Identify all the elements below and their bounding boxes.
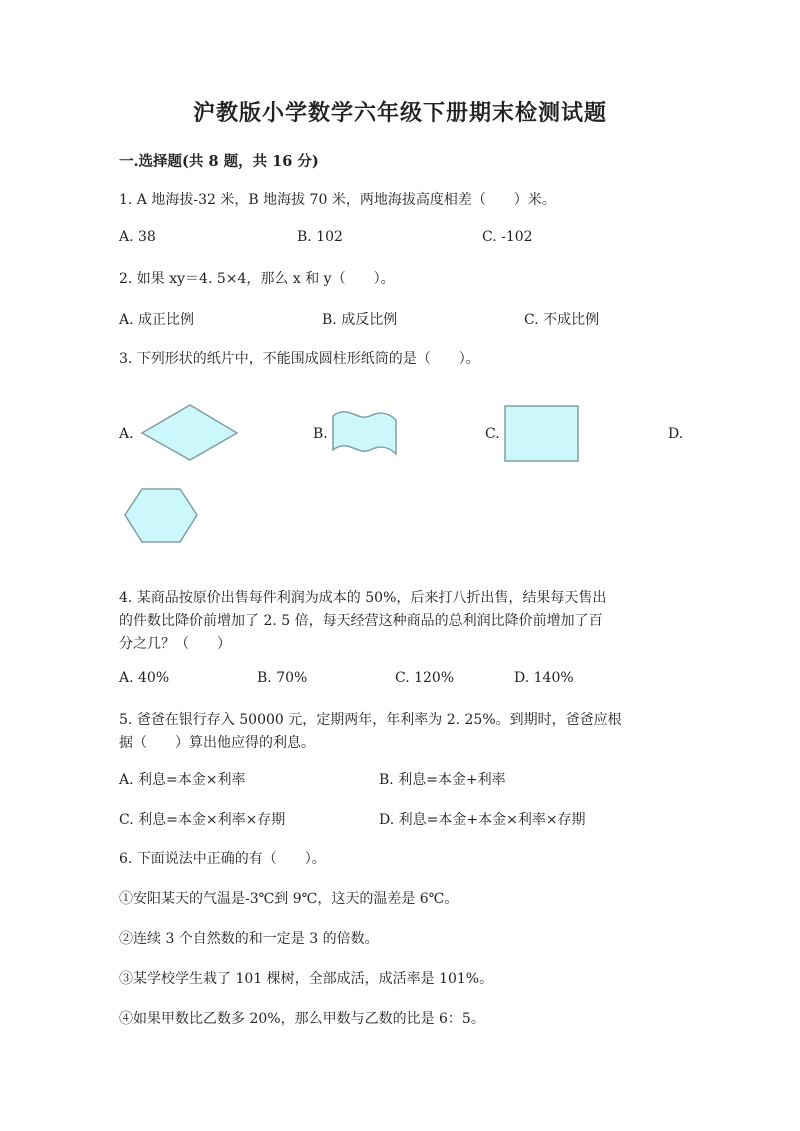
q1-option-b: B. 102 bbox=[297, 229, 343, 245]
wavy-flag-shape bbox=[330, 408, 400, 458]
question-4-line-2: 的件数比降价前增加了 2. 5 倍，每天经营这种商品的总利润比降价前增加了百 bbox=[119, 613, 603, 629]
q1-option-c: C. -102 bbox=[482, 229, 533, 245]
q5-option-b: B. 利息=本金+利率 bbox=[379, 772, 506, 788]
question-3: 3. 下列形状的纸片中，不能围成圆柱形纸筒的是（ ）。 bbox=[119, 351, 480, 367]
rhombus-shape bbox=[138, 402, 242, 464]
question-5-line-1: 5. 爸爸在银行存入 50000 元，定期两年，年利率为 2. 25%。到期时，爸爸应根 bbox=[119, 712, 622, 728]
question-4-line-3: 分之几？（ ） bbox=[119, 636, 231, 652]
q4-option-b: B. 70% bbox=[257, 670, 308, 686]
question-5-line-2: 据（ ）算出他应得的利息。 bbox=[119, 735, 315, 751]
question-1: 1. A 地海拔-32 米，B 地海拔 70 米，两地海拔高度相差（ ）米。 bbox=[119, 192, 556, 208]
question-6: 6. 下面说法中正确的有（ ）。 bbox=[119, 851, 326, 867]
question-4-line-1: 4. 某商品按原价出售每件利润为成本的 50%，后来打八折出售，结果每天售出 bbox=[119, 590, 607, 606]
q6-statement-2: ②连续 3 个自然数的和一定是 3 的倍数。 bbox=[119, 931, 379, 947]
q6-statement-3: ③某学校学生栽了 101 棵树，全部成活，成活率是 101%。 bbox=[119, 971, 494, 987]
q6-statement-1: ①安阳某天的气温是-3℃到 9℃，这天的温差是 6℃。 bbox=[119, 891, 459, 907]
q3-option-a: A. bbox=[119, 426, 134, 442]
q5-option-c: C. 利息=本金×利率×存期 bbox=[119, 812, 286, 828]
q3-option-d: D. bbox=[668, 426, 684, 442]
q2-option-b: B. 成反比例 bbox=[322, 312, 398, 328]
q3-option-c: C. bbox=[485, 426, 500, 442]
q6-statement-4: ④如果甲数比乙数多 20%，那么甲数与乙数的比是 6：5。 bbox=[119, 1011, 485, 1027]
section-heading: 一.选择题(共 8 题，共 16 分) bbox=[119, 153, 319, 170]
q4-option-d: D. 140% bbox=[514, 670, 574, 686]
q5-option-d: D. 利息=本金+本金×利率×存期 bbox=[379, 812, 586, 828]
q2-option-c: C. 不成比例 bbox=[524, 312, 600, 328]
q2-option-a: A. 成正比例 bbox=[119, 312, 195, 328]
q4-option-c: C. 120% bbox=[395, 670, 455, 686]
q3-option-b: B. bbox=[313, 426, 328, 442]
rectangle-shape bbox=[503, 404, 581, 464]
q1-option-a: A. 38 bbox=[119, 229, 156, 245]
q4-option-a: A. 40% bbox=[119, 670, 170, 686]
page-title: 沪教版小学数学六年级下册期末检测试题 bbox=[192, 100, 607, 126]
q5-option-a: A. 利息=本金×利率 bbox=[119, 772, 246, 788]
question-2: 2. 如果 xy＝4. 5×4，那么 x 和 y（ ）。 bbox=[119, 271, 395, 287]
hexagon-shape bbox=[122, 486, 200, 546]
